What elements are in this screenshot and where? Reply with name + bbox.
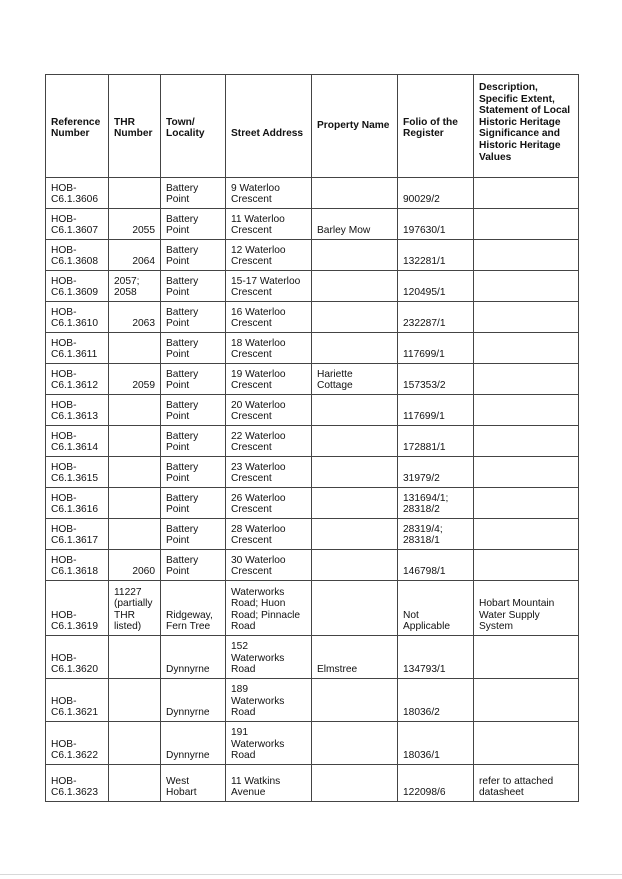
town-cell: Battery Point — [161, 395, 226, 426]
table-row — [46, 271, 579, 302]
street-address-cell: 11 Watkins Avenue — [226, 765, 312, 802]
heritage-register-table — [45, 74, 579, 802]
town-cell: Battery Point — [161, 488, 226, 519]
street-address-cell: 30 Waterloo Crescent — [226, 550, 312, 581]
description-cell — [474, 395, 579, 426]
table-row — [46, 302, 579, 333]
folio-cell: 117699/1 — [398, 395, 474, 426]
folio-cell: 197630/1 — [398, 209, 474, 240]
town-cell: Battery Point — [161, 426, 226, 457]
property-name-cell — [312, 519, 398, 550]
town-cell: Battery Point — [161, 209, 226, 240]
property-name-cell — [312, 178, 398, 209]
folio-cell: 146798/1 — [398, 550, 474, 581]
property-name-cell — [312, 765, 398, 802]
table-row — [46, 178, 579, 209]
town-cell: Battery Point — [161, 550, 226, 581]
reference-number-cell: HOB- C6.1.3619 — [46, 581, 109, 636]
thr-number-cell: 2063 — [109, 302, 161, 333]
table-body — [46, 178, 579, 802]
description-cell — [474, 333, 579, 364]
thr-number-cell: 2057; 2058 — [109, 271, 161, 302]
thr-number-cell — [109, 395, 161, 426]
town-cell: Battery Point — [161, 457, 226, 488]
reference-number-cell: HOB- C6.1.3615 — [46, 457, 109, 488]
table-row — [46, 426, 579, 457]
town-cell: Dynnyrne — [161, 636, 226, 679]
description-cell — [474, 178, 579, 209]
table-row — [46, 488, 579, 519]
folio-cell: 18036/2 — [398, 679, 474, 722]
reference-number-cell: HOB- C6.1.3608 — [46, 240, 109, 271]
thr-number-cell — [109, 457, 161, 488]
property-name-cell — [312, 240, 398, 271]
table-row — [46, 333, 579, 364]
header-folio: Folio of the Register — [398, 75, 474, 178]
reference-number-cell: HOB- C6.1.3620 — [46, 636, 109, 679]
property-name-cell: Elmstree — [312, 636, 398, 679]
reference-number-cell: HOB- C6.1.3606 — [46, 178, 109, 209]
table-row — [46, 679, 579, 722]
thr-number-cell — [109, 722, 161, 765]
table-row — [46, 519, 579, 550]
street-address-cell: Waterworks Road; Huon Road; Pinnacle Road — [226, 581, 312, 636]
folio-cell: 157353/2 — [398, 364, 474, 395]
folio-cell: 117699/1 — [398, 333, 474, 364]
street-address-cell: 28 Waterloo Crescent — [226, 519, 312, 550]
folio-cell: 18036/1 — [398, 722, 474, 765]
property-name-cell — [312, 302, 398, 333]
folio-cell: 232287/1 — [398, 302, 474, 333]
header-town-locality: Town/ Locality — [161, 75, 226, 178]
street-address-cell: 11 Waterloo Crescent — [226, 209, 312, 240]
header-property-name: Property Name — [312, 75, 398, 178]
description-cell — [474, 636, 579, 679]
thr-number-cell — [109, 178, 161, 209]
folio-cell: 131694/1; 28318/2 — [398, 488, 474, 519]
header-description: Description, Specific Extent, Statement of Local Historic Heritage Significance and Historic Heritage Values — [474, 75, 579, 178]
thr-number-cell — [109, 765, 161, 802]
town-cell: Dynnyrne — [161, 722, 226, 765]
folio-cell: 90029/2 — [398, 178, 474, 209]
property-name-cell — [312, 395, 398, 426]
folio-cell: 172881/1 — [398, 426, 474, 457]
table-row — [46, 240, 579, 271]
header-thr-number: THR Number — [109, 75, 161, 178]
description-cell — [474, 488, 579, 519]
table-row — [46, 550, 579, 581]
reference-number-cell: HOB- C6.1.3623 — [46, 765, 109, 802]
town-cell: Battery Point — [161, 302, 226, 333]
street-address-cell: 9 Waterloo Crescent — [226, 178, 312, 209]
description-cell: refer to attached datasheet — [474, 765, 579, 802]
thr-number-cell — [109, 679, 161, 722]
description-cell — [474, 271, 579, 302]
street-address-cell: 12 Waterloo Crescent — [226, 240, 312, 271]
reference-number-cell: HOB- C6.1.3616 — [46, 488, 109, 519]
description-cell — [474, 519, 579, 550]
property-name-cell: Hariette Cottage — [312, 364, 398, 395]
property-name-cell — [312, 581, 398, 636]
folio-cell: 134793/1 — [398, 636, 474, 679]
table-row — [46, 395, 579, 426]
description-cell — [474, 550, 579, 581]
town-cell: Dynnyrne — [161, 679, 226, 722]
thr-number-cell: 2060 — [109, 550, 161, 581]
folio-cell: 31979/2 — [398, 457, 474, 488]
street-address-cell: 152 Waterworks Road — [226, 636, 312, 679]
table-row — [46, 636, 579, 679]
description-cell — [474, 426, 579, 457]
town-cell: West Hobart — [161, 765, 226, 802]
folio-cell: 132281/1 — [398, 240, 474, 271]
town-cell: Battery Point — [161, 178, 226, 209]
property-name-cell — [312, 488, 398, 519]
reference-number-cell: HOB- C6.1.3609 — [46, 271, 109, 302]
street-address-cell: 18 Waterloo Crescent — [226, 333, 312, 364]
description-cell — [474, 240, 579, 271]
street-address-cell: 15-17 Waterloo Crescent — [226, 271, 312, 302]
table-row — [46, 364, 579, 395]
thr-number-cell — [109, 636, 161, 679]
reference-number-cell: HOB- C6.1.3612 — [46, 364, 109, 395]
reference-number-cell: HOB- C6.1.3617 — [46, 519, 109, 550]
thr-number-cell: 2059 — [109, 364, 161, 395]
description-cell — [474, 679, 579, 722]
street-address-cell: 23 Waterloo Crescent — [226, 457, 312, 488]
reference-number-cell: HOB- C6.1.3610 — [46, 302, 109, 333]
town-cell: Battery Point — [161, 240, 226, 271]
description-cell: Hobart Mountain Water Supply System — [474, 581, 579, 636]
thr-number-cell: 2055 — [109, 209, 161, 240]
table-header-row — [46, 75, 579, 178]
town-cell: Ridgeway, Fern Tree — [161, 581, 226, 636]
reference-number-cell: HOB- C6.1.3611 — [46, 333, 109, 364]
property-name-cell — [312, 271, 398, 302]
property-name-cell — [312, 679, 398, 722]
property-name-cell — [312, 457, 398, 488]
folio-cell: 28319/4; 28318/1 — [398, 519, 474, 550]
thr-number-cell — [109, 488, 161, 519]
table-row — [46, 209, 579, 240]
street-address-cell: 189 Waterworks Road — [226, 679, 312, 722]
description-cell — [474, 364, 579, 395]
town-cell: Battery Point — [161, 333, 226, 364]
table-row — [46, 581, 579, 636]
town-cell: Battery Point — [161, 519, 226, 550]
table-row — [46, 722, 579, 765]
header-street-address: Street Address — [226, 75, 312, 178]
table-row — [46, 457, 579, 488]
folio-cell: 122098/6 — [398, 765, 474, 802]
description-cell — [474, 722, 579, 765]
town-cell: Battery Point — [161, 364, 226, 395]
folio-cell: Not Applicable — [398, 581, 474, 636]
property-name-cell: Barley Mow — [312, 209, 398, 240]
reference-number-cell: HOB- C6.1.3622 — [46, 722, 109, 765]
description-cell — [474, 302, 579, 333]
street-address-cell: 26 Waterloo Crescent — [226, 488, 312, 519]
property-name-cell — [312, 333, 398, 364]
reference-number-cell: HOB- C6.1.3618 — [46, 550, 109, 581]
town-cell: Battery Point — [161, 271, 226, 302]
property-name-cell — [312, 426, 398, 457]
page-edge-divider — [0, 874, 622, 875]
folio-cell: 120495/1 — [398, 271, 474, 302]
thr-number-cell: 2064 — [109, 240, 161, 271]
thr-number-cell — [109, 333, 161, 364]
header-reference-number: Reference Number — [46, 75, 109, 178]
thr-number-cell — [109, 519, 161, 550]
thr-number-cell — [109, 426, 161, 457]
reference-number-cell: HOB- C6.1.3621 — [46, 679, 109, 722]
street-address-cell: 191 Waterworks Road — [226, 722, 312, 765]
reference-number-cell: HOB- C6.1.3614 — [46, 426, 109, 457]
street-address-cell: 22 Waterloo Crescent — [226, 426, 312, 457]
property-name-cell — [312, 550, 398, 581]
street-address-cell: 19 Waterloo Crescent — [226, 364, 312, 395]
description-cell — [474, 209, 579, 240]
property-name-cell — [312, 722, 398, 765]
reference-number-cell: HOB- C6.1.3613 — [46, 395, 109, 426]
thr-number-cell: 11227 (partially THR listed) — [109, 581, 161, 636]
reference-number-cell: HOB- C6.1.3607 — [46, 209, 109, 240]
street-address-cell: 20 Waterloo Crescent — [226, 395, 312, 426]
description-cell — [474, 457, 579, 488]
street-address-cell: 16 Waterloo Crescent — [226, 302, 312, 333]
table-row — [46, 765, 579, 802]
